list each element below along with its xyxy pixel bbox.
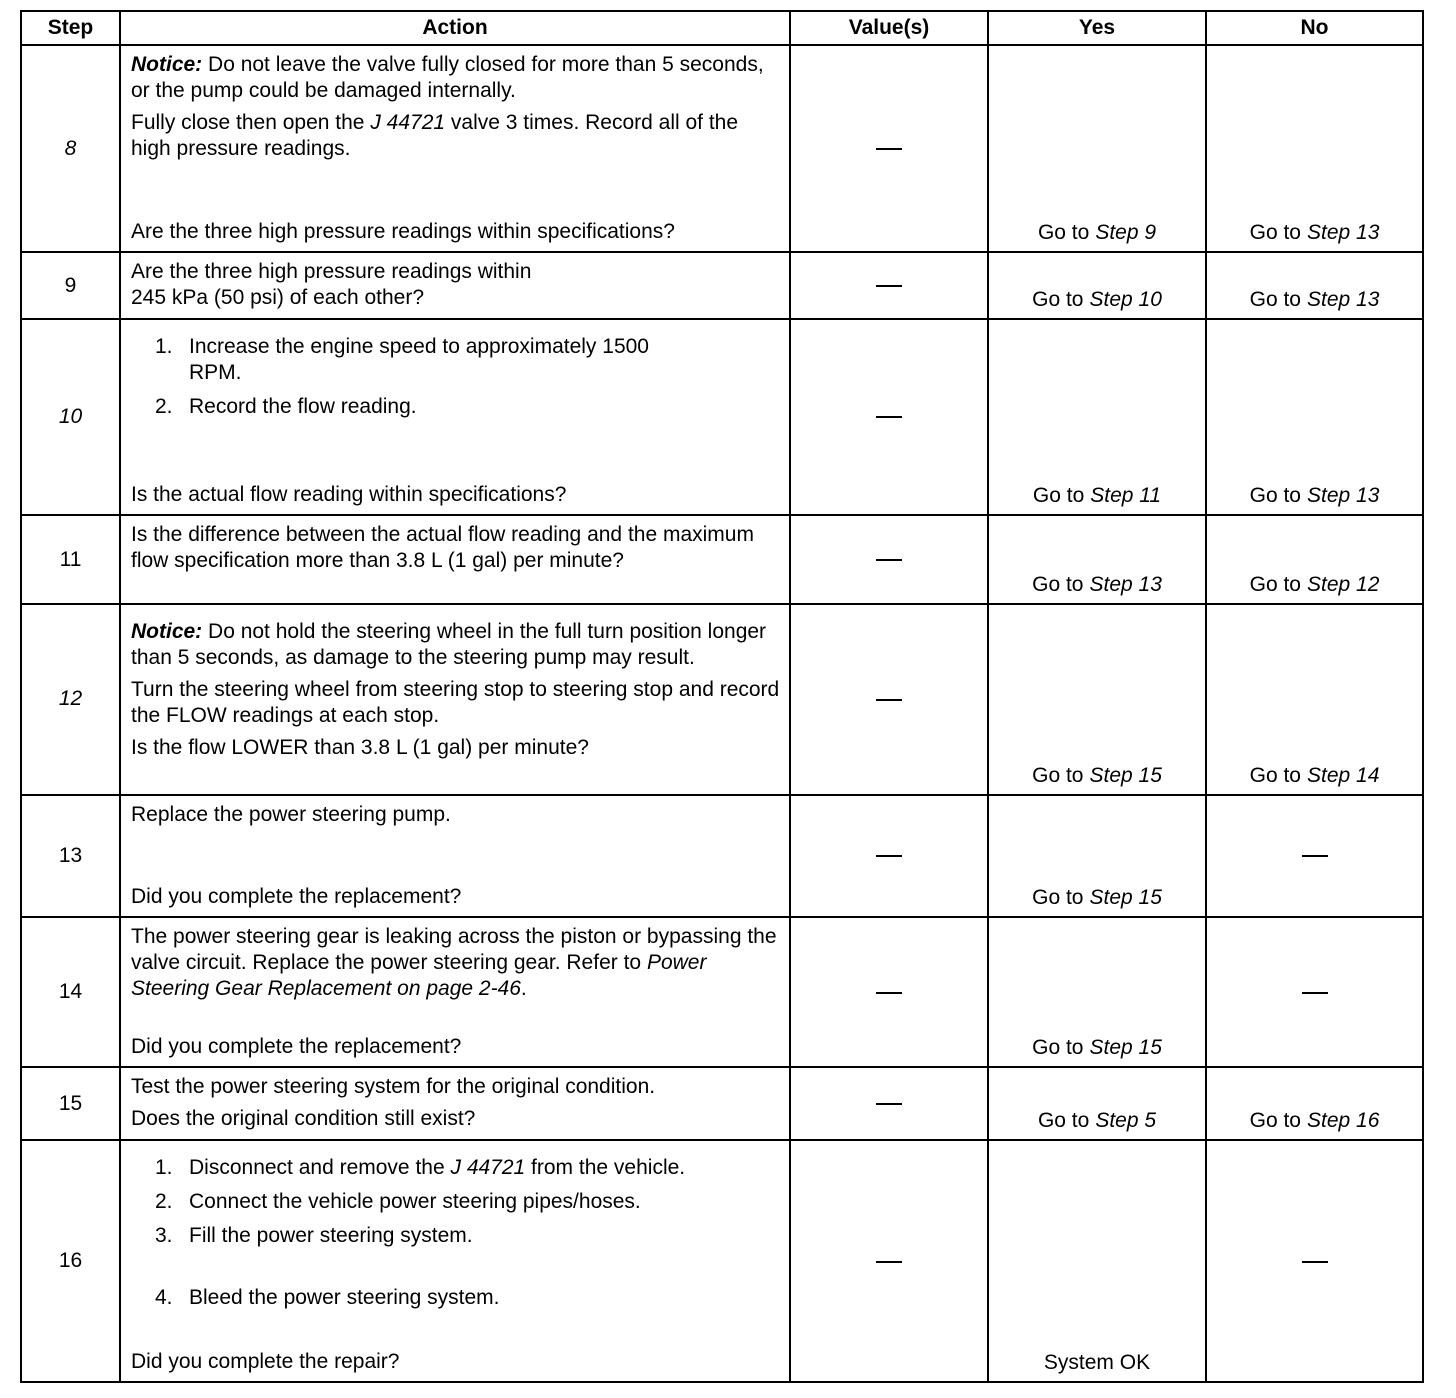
instruction-text: Turn the steering wheel from steering stop to steering stop and record the FLOW readings at each stop.: [131, 678, 780, 728]
no-cell: [1206, 45, 1423, 252]
tool-reference: J 44721: [450, 1156, 526, 1180]
question-text: Did you complete the repair?: [131, 1350, 400, 1373]
no-goto: [1250, 764, 1380, 787]
goto-prefix: Go to: [1032, 763, 1084, 787]
question-text: Is the flow LOWER than 3.8 L (1 gal) per minute?: [131, 736, 589, 760]
yes-goto: [1032, 573, 1162, 596]
dash-mark: [876, 1261, 902, 1263]
question-text: [131, 259, 781, 311]
procedure-list: [131, 1155, 781, 1319]
no-cell: [1206, 252, 1423, 318]
goto-step-link[interactable]: Step 11: [1090, 484, 1162, 508]
item-number: 4.: [155, 1286, 173, 1310]
row-step-11: [21, 515, 1423, 604]
item-number: 2.: [155, 394, 173, 418]
item-text: Connect the vehicle power steering pipes/hoses.: [189, 1190, 641, 1214]
action-cell: [120, 917, 790, 1067]
value-cell: [790, 795, 988, 917]
goto-step-link[interactable]: Step 15: [1089, 885, 1162, 909]
row-step-13: [21, 795, 1423, 917]
list-item: [155, 394, 781, 420]
action-cell: [120, 795, 790, 917]
goto-step-link[interactable]: Step 16: [1306, 1109, 1380, 1133]
no-cell: [1206, 795, 1423, 917]
value-cell: [790, 917, 988, 1067]
question-text: Is the difference between the actual flow reading and the maximum flow specification more than 3.8 L (1 gal) per minute?: [131, 523, 754, 573]
goto-prefix: Go to: [1032, 885, 1084, 909]
no-goto: [1250, 221, 1380, 244]
action-cell: [120, 515, 790, 604]
yes-goto: [1032, 764, 1162, 787]
value-cell: [790, 1140, 988, 1382]
goto-prefix: Go to: [1249, 484, 1301, 508]
item-number: 3.: [155, 1224, 173, 1248]
notice-text: Do not leave the valve fully closed for more than 5 seconds, or the pump could be damaged internally.: [131, 53, 764, 102]
yes-goto: [1032, 886, 1162, 909]
yes-goto: [1032, 288, 1162, 311]
question-text: Did you complete the replacement?: [131, 1035, 462, 1059]
goto-step-link[interactable]: Step 12: [1306, 573, 1380, 597]
dash-mark: [876, 992, 902, 994]
step-number: 13: [21, 795, 120, 917]
notice-paragraph: [131, 619, 781, 671]
item-text: Bleed the power steering system.: [189, 1286, 500, 1310]
goto-prefix: Go to: [1249, 573, 1301, 597]
item-text: Increase the engine speed to approximately 1500 RPM.: [189, 334, 649, 384]
dash-mark: [1302, 992, 1328, 994]
dash-mark: [876, 699, 902, 701]
value-cell: [790, 604, 988, 794]
item-text-part: from the vehicle.: [525, 1156, 686, 1180]
notice-text: Do not hold the steering wheel in the full turn position longer than 5 seconds, as damage to the steering pump may result.: [131, 620, 767, 670]
goto-prefix: Go to: [1249, 287, 1301, 311]
goto-step-link[interactable]: Step 13: [1306, 484, 1380, 508]
row-step-12: [21, 604, 1423, 794]
dash-mark: [876, 855, 902, 857]
diagnostic-table: [20, 10, 1424, 1383]
step-number: 14: [21, 917, 120, 1067]
action-cell: [120, 1140, 790, 1382]
instruction-paragraph: [131, 924, 781, 1002]
item-text: Record the flow reading.: [189, 394, 417, 418]
yes-cell: [988, 1140, 1206, 1382]
header-no: No: [1206, 11, 1423, 45]
instruction-text: Test the power steering system for the original condition.: [131, 1075, 656, 1099]
value-cell: [790, 319, 988, 515]
yes-cell: [988, 604, 1206, 794]
list-item: [155, 1285, 781, 1311]
system-ok-text: System OK: [1043, 1351, 1151, 1374]
yes-cell: [988, 515, 1206, 604]
question-text: Are the three high pressure readings within specifications?: [131, 220, 675, 244]
yes-cell: [988, 917, 1206, 1067]
action-cell: [120, 45, 790, 252]
row-step-15: [21, 1067, 1423, 1140]
no-cell: [1206, 917, 1423, 1067]
dash-mark: [876, 416, 902, 418]
no-goto: [1250, 1109, 1380, 1132]
dash-mark: [876, 148, 902, 150]
no-cell: [1206, 1067, 1423, 1140]
item-text: [189, 1155, 685, 1181]
goto-step-link[interactable]: Step 13: [1306, 287, 1380, 311]
step-number: 10: [21, 319, 120, 515]
no-cell: [1206, 319, 1423, 515]
no-cell: [1206, 604, 1423, 794]
dash-mark: [1302, 855, 1328, 857]
tool-reference: J 44721: [370, 111, 446, 134]
yes-goto: [1038, 1109, 1156, 1132]
item-number: 1.: [155, 1156, 173, 1180]
item-text-part: Disconnect and remove the: [189, 1156, 451, 1180]
notice-label: Notice:: [131, 620, 203, 644]
item-text: Fill the power steering system.: [189, 1224, 473, 1248]
list-item: [155, 1155, 781, 1181]
header-step: Step: [21, 11, 120, 45]
step-number: 11: [21, 515, 120, 604]
goto-prefix: Go to: [1249, 221, 1301, 245]
goto-prefix: Go to: [1249, 1109, 1301, 1133]
yes-goto: [1038, 221, 1156, 244]
goto-prefix: Go to: [1032, 484, 1085, 508]
list-item: [155, 334, 781, 386]
instruction-text: .: [520, 976, 527, 1000]
no-goto: [1250, 484, 1380, 507]
yes-cell: [988, 795, 1206, 917]
goto-step-link[interactable]: Step 10: [1089, 287, 1162, 311]
item-number: 2.: [155, 1190, 173, 1214]
value-cell: [790, 252, 988, 318]
row-step-10: [21, 319, 1423, 515]
instruction-text: Replace the power steering pump.: [131, 802, 451, 826]
goto-step-link[interactable]: Step 15: [1089, 763, 1162, 787]
step-number: 15: [21, 1067, 120, 1140]
header-row: [21, 11, 1423, 45]
no-goto: [1250, 573, 1380, 596]
value-cell: [790, 515, 988, 604]
instruction-paragraph: [131, 110, 781, 162]
dash-mark: [876, 559, 902, 561]
goto-prefix: Go to: [1032, 1036, 1084, 1060]
reference-link[interactable]: Power Steering Gear Replacement on page 2-46: [131, 950, 707, 1000]
goto-prefix: Go to: [1037, 1109, 1090, 1133]
action-cell: [120, 604, 790, 794]
goto-prefix: Go to: [1037, 221, 1090, 245]
question-text: Is the actual flow reading within specifications?: [131, 483, 567, 507]
item-number: 1.: [155, 334, 173, 358]
value-cell: [790, 45, 988, 252]
row-step-14: [21, 917, 1423, 1067]
yes-cell: [988, 319, 1206, 515]
instruction-text: valve 3 times. Record all of the high pressure readings.: [131, 111, 739, 160]
yes-cell: [988, 45, 1206, 252]
yes-goto: [1032, 1036, 1162, 1059]
goto-prefix: Go to: [1032, 573, 1084, 597]
header-action: Action: [120, 11, 790, 45]
list-item: [155, 1189, 781, 1215]
procedure-list: [131, 334, 781, 428]
question-text: Did you complete the replacement?: [131, 884, 462, 908]
list-item: [155, 1223, 781, 1249]
goto-step-link[interactable]: Step 13: [1089, 573, 1162, 597]
action-cell: [120, 319, 790, 515]
row-step-9: [21, 252, 1423, 318]
no-cell: [1206, 1140, 1423, 1382]
yes-goto: [1033, 484, 1161, 507]
step-number: 8: [21, 45, 120, 252]
row-step-8: [21, 45, 1423, 252]
goto-step-link[interactable]: Step 9: [1095, 221, 1157, 245]
goto-prefix: Go to: [1032, 287, 1084, 311]
notice-label: Notice:: [131, 53, 203, 76]
question-line: 245 kPa (50 psi) of each other?: [131, 286, 425, 310]
dash-mark: [1302, 1261, 1328, 1263]
yes-cell: [988, 1067, 1206, 1140]
step-number: 12: [21, 604, 120, 794]
goto-step-link[interactable]: Step 14: [1306, 763, 1380, 787]
instruction-text: The power steering gear is leaking across the piston or bypassing the valve circuit. Replace the power steering gear. Refer to: [131, 924, 777, 974]
no-goto: [1250, 288, 1380, 311]
dash-mark: [876, 1103, 902, 1105]
action-cell: [120, 252, 790, 318]
dash-mark: [876, 285, 902, 287]
step-number: 9: [21, 252, 120, 318]
header-yes: Yes: [988, 11, 1206, 45]
notice-paragraph: [131, 52, 781, 104]
goto-prefix: Go to: [1249, 763, 1301, 787]
action-cell: [120, 1067, 790, 1140]
value-cell: [790, 1067, 988, 1140]
goto-step-link[interactable]: Step 5: [1095, 1109, 1157, 1133]
step-number: 16: [21, 1140, 120, 1382]
question-line: Are the three high pressure readings within: [131, 260, 532, 284]
no-cell: [1206, 515, 1423, 604]
header-values: Value(s): [790, 11, 988, 45]
instruction-text: Fully close then open the: [131, 111, 371, 134]
yes-cell: [988, 252, 1206, 318]
goto-step-link[interactable]: Step 13: [1306, 221, 1380, 245]
row-step-16: [21, 1140, 1423, 1382]
question-text: Does the original condition still exist?: [131, 1107, 476, 1131]
goto-step-link[interactable]: Step 15: [1089, 1036, 1162, 1060]
